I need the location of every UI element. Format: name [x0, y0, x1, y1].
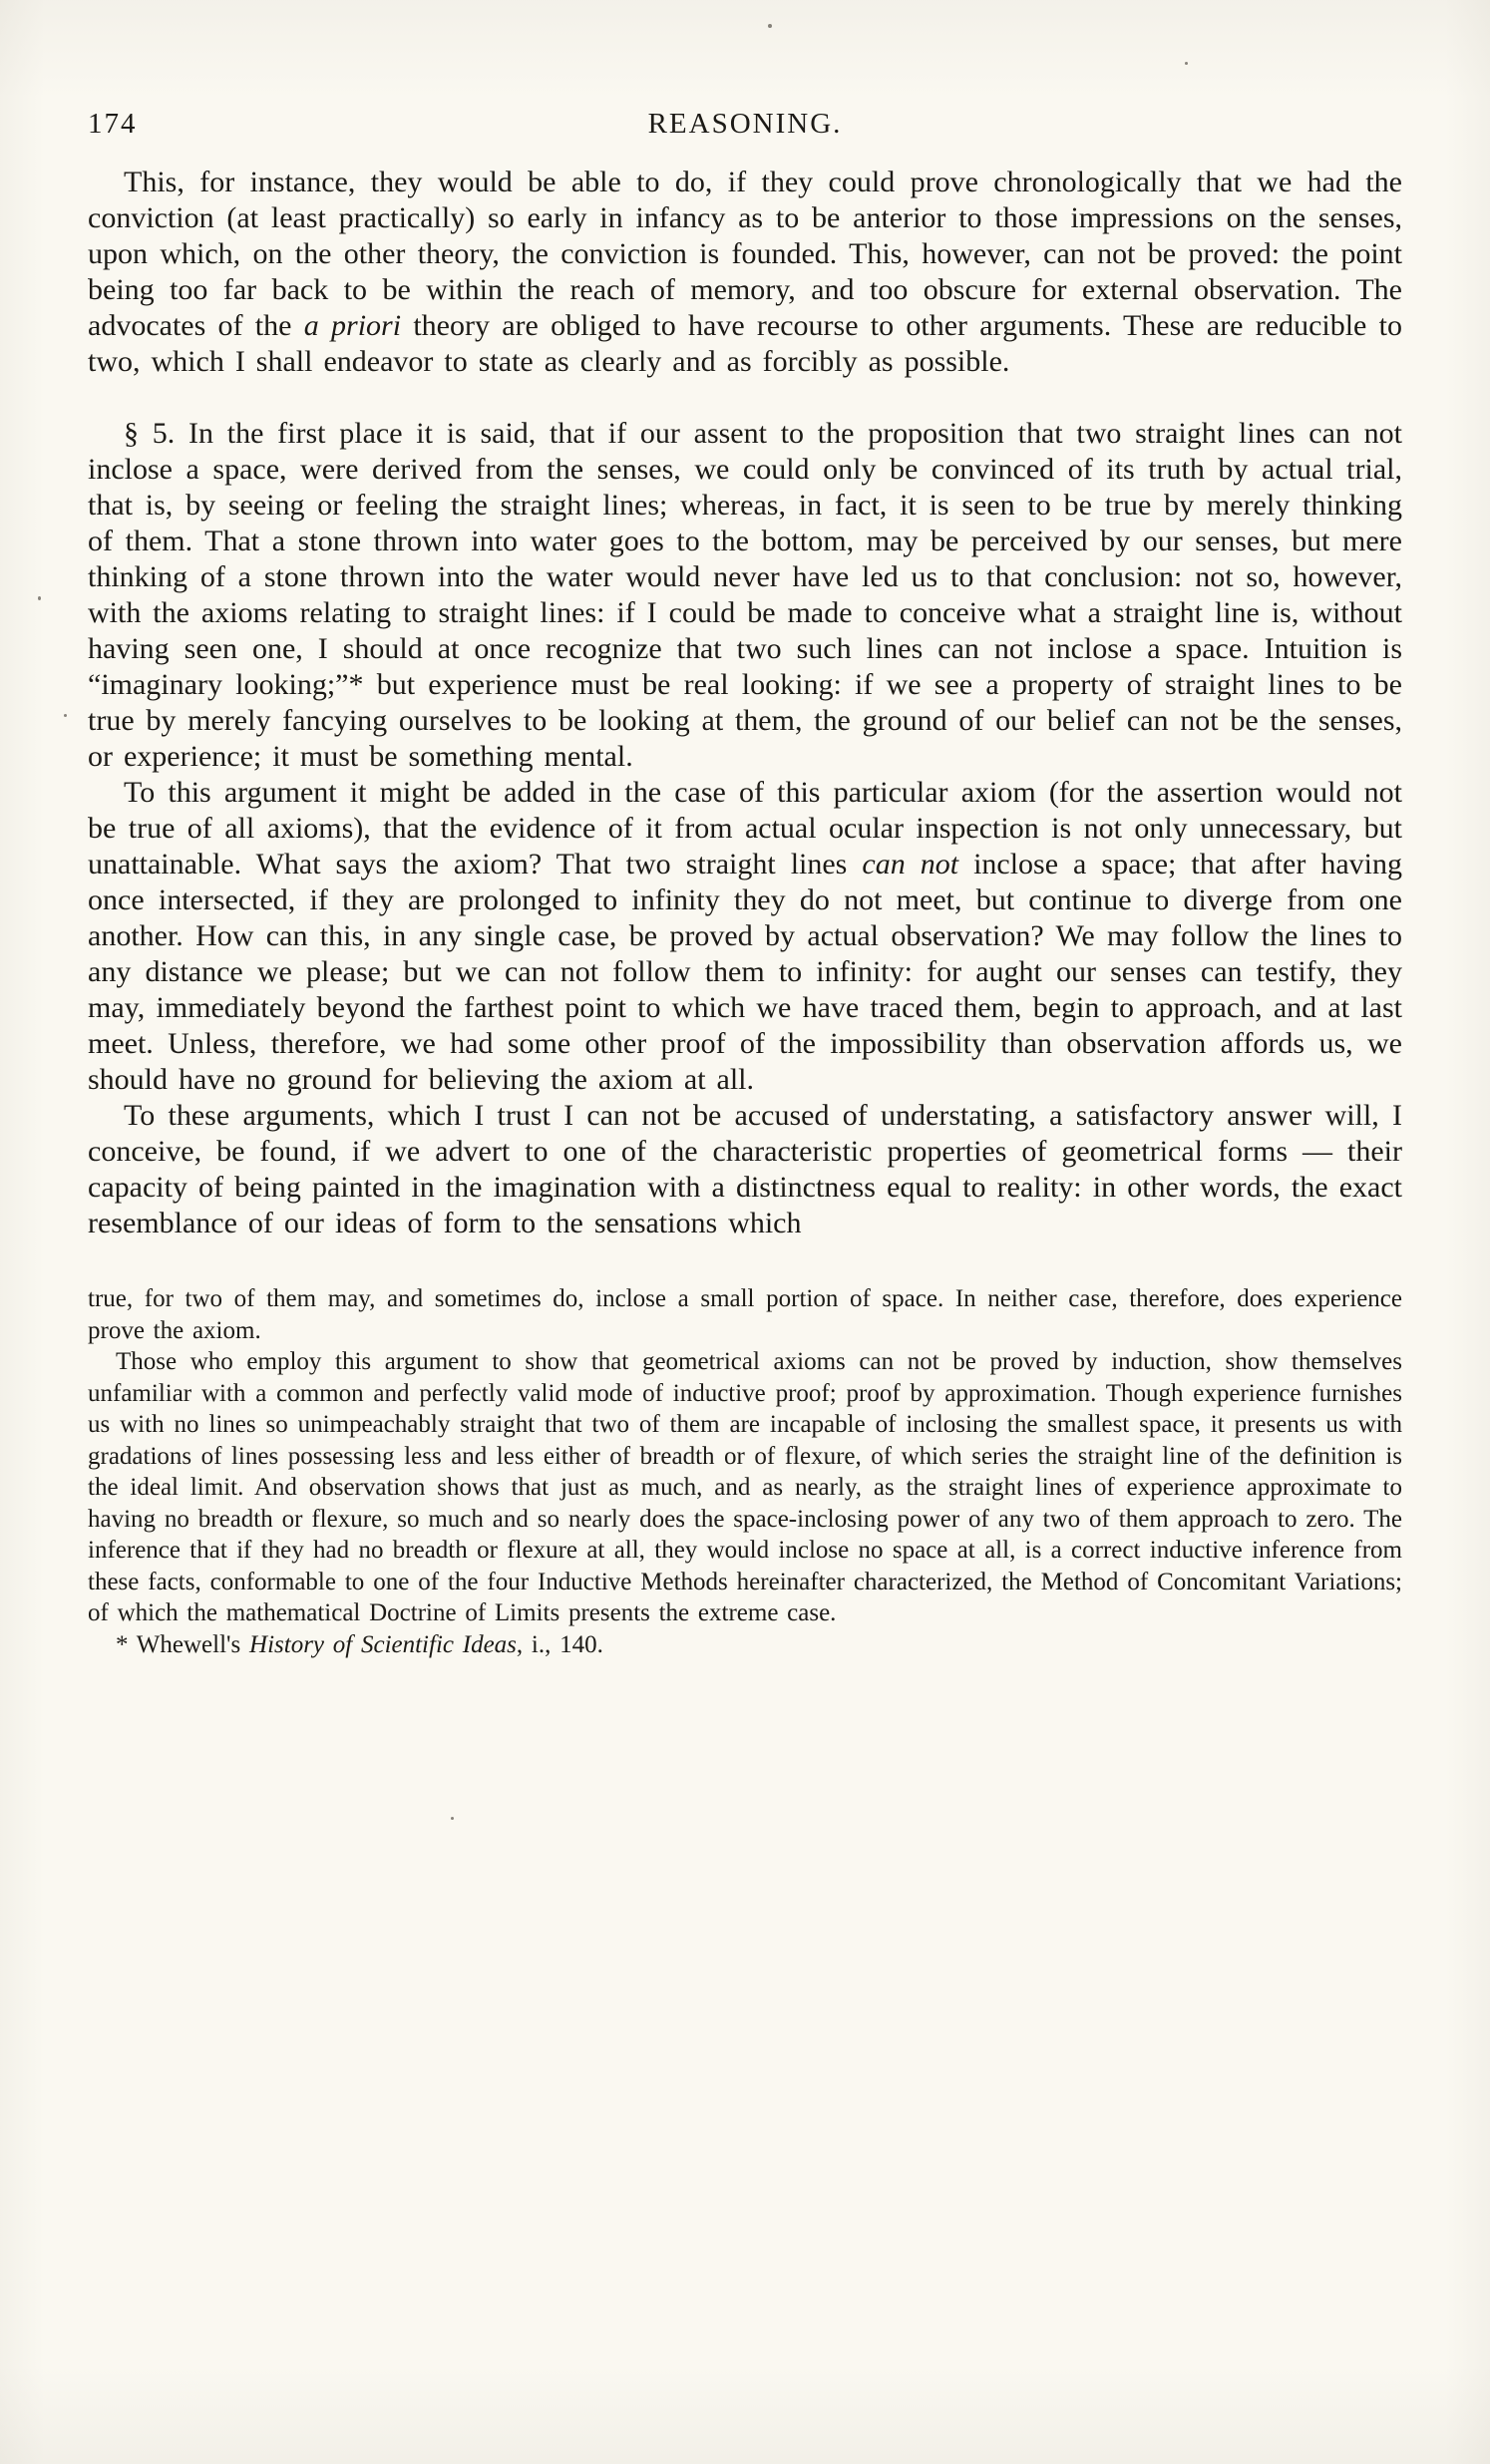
paragraph-4: To these arguments, which I trust I can not be accused of understating, a satisfactory answer will, I conceive, be found, if we advert to one of the characteristic properties of geometrical forms — their capacity of being painted in the imagination with a distinctness equal to reality: in other words, the exact resemblance of our ideas of form to the sensations which — [88, 1099, 1402, 1239]
scan-artifact — [1185, 62, 1188, 65]
paragraph-1 — [88, 165, 1402, 380]
scan-artifact — [768, 24, 772, 28]
paragraph-2-section-5: § 5. In the first place it is said, that if our assent to the proposition that two straight lines can not inclose a space, were derived from the senses, we could only be convinced of its truth by actual trial, that is, by seeing or feeling the straight lines; whereas, in fact, it is seen to be true by merely thinking of them. That a stone thrown into water goes to the bottom, may be perceived by our senses, but mere thinking of a stone thrown into the water would never have led us to that conclusion: not so, however, with the axioms relating to straight lines: if I could be made to conceive what a straight line is, without having seen one, I should at once recognize that two such lines can not inclose a space. Intuition is “imaginary looking;”* but experience must be real looking: if we see a property of straight lines to be true by merely fancying ourselves to be looking at them, the ground of our belief can not be the senses, or experience; it must be something mental. — [88, 417, 1402, 773]
footnote-induction-argument: Those who employ this argument to show that geometrical axioms can not be proved by induction, show themselves unfamiliar with a common and perfectly valid mode of inductive proof; proof by approximation. Though experience furnishes us with no lines so unimpeachably straight that two of them are incapable of inclosing the smallest space, it presents us with gradations of lines possessing less and less either of breadth or of flexure, of which series the straight line of the definition is the ideal limit. And observation shows that just as much, and as nearly, as the straight lines of experience approximate to having no breadth or flexure, so much and so nearly does the space-inclosing power of any two of them approach to zero. The inference that if they had no breadth or flexure at all, they would inclose no space at all, is a correct inductive inference from these facts, conformable to one of the four Inductive Methods hereinafter characterized, the Method of Concomitant Variations; of which the mathematical Doctrine of Limits presents the extreme case. — [88, 1348, 1402, 1626]
paragraph-text: theory are obliged to have recourse to other arguments. These are reducible to two, which I shall endeavor to state as clearly and as forcibly as possible. — [88, 309, 1402, 378]
main-text-block — [88, 165, 1402, 1241]
footnotes-block — [88, 1283, 1402, 1660]
paragraph-text: This, for instance, they would be able to do, if they could prove chronologically that we had the conviction (at least practically) so early in infancy as to be anterior to those impressions on the senses, upon which, on the other theory, the conviction is founded. This, however, can not be proved: the point being too far back to be within the reach of memory, and too obscure for external observation. The advocates of the — [88, 166, 1402, 342]
page-number: 174 — [88, 108, 138, 140]
italic-phrase-can-not: can not — [862, 848, 959, 880]
paragraph-text: inclose a space; that after having once intersected, if they are prolonged to infinity they do not meet, but continue to diverge from one another. How can this, in any single case, be proved by actual observation? We may follow the lines to any distance we please; but we can not follow them to infinity: for aught our senses can testify, they may, immediately beyond the farthest point to which we have traced them, begin to approach, and at last meet. Unless, therefore, we had some other proof of the impossibility than observation affords us, we should have no ground for believing the axiom at all. — [88, 848, 1402, 1096]
scan-artifact — [38, 596, 41, 600]
italic-book-title: History of Scientific Ideas — [249, 1630, 517, 1658]
page-header — [88, 108, 1402, 141]
footnote-citation — [88, 1629, 1402, 1661]
scan-artifact — [64, 714, 67, 717]
italic-phrase-a-priori: a priori — [303, 309, 402, 342]
running-head: REASONING. — [647, 108, 843, 140]
footnote-text: * Whewell's — [116, 1630, 250, 1658]
footnote-text: , i., 140. — [516, 1630, 603, 1658]
scan-artifact — [451, 1817, 454, 1820]
footnote-continuation: true, for two of them may, and sometimes do, inclose a small portion of space. In neither case, therefore, does experience prove the axiom. — [88, 1285, 1402, 1344]
paragraph-3 — [88, 775, 1402, 1098]
paragraph-text: To this argument it might be added in the case of this particular axiom (for the assertion would not be true of all axioms), that the evidence of it from actual ocular inspection is not only unnecessary, but unattainable. What says the axiom? That two straight lines — [88, 776, 1402, 880]
